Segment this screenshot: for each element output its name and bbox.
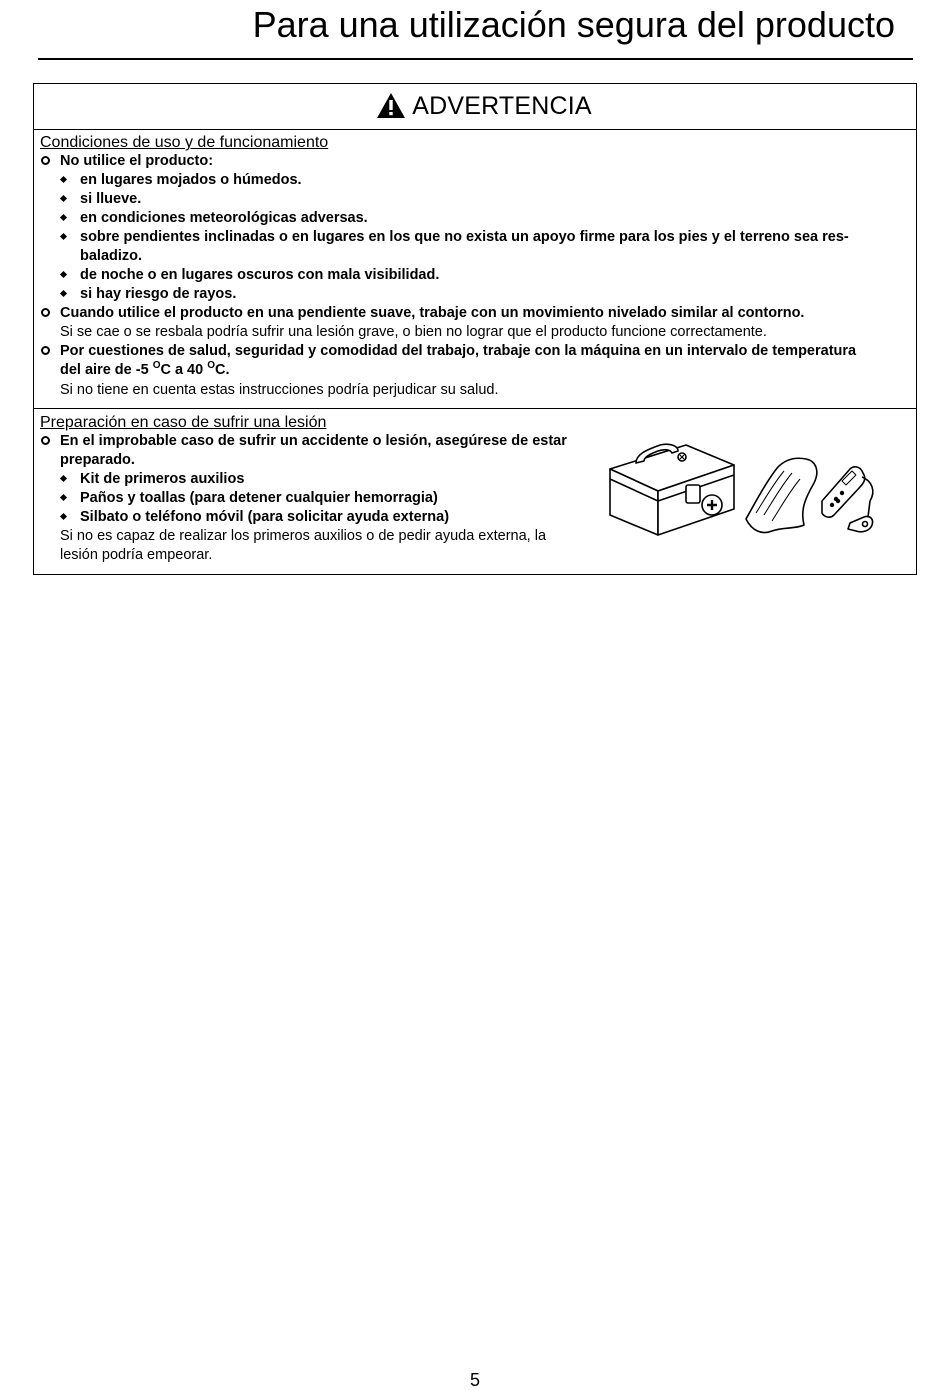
page-number: 5	[469, 1370, 480, 1390]
sub-list-item	[40, 508, 600, 527]
section-heading: Condiciones de uso y de funcionamiento	[40, 134, 329, 151]
first-aid-kit-icon	[610, 444, 734, 535]
list-item-continuation	[40, 451, 600, 470]
diamond-bullet-icon	[60, 290, 67, 297]
sub-list-item	[40, 209, 910, 228]
list-item	[40, 304, 910, 323]
item-text: de noche o en lugares oscuros con mala visibilidad.	[80, 267, 440, 283]
sub-list-item	[40, 190, 910, 209]
item-text: Kit de primeros auxilios	[80, 471, 245, 487]
warning-box	[33, 83, 917, 575]
item-text: en condiciones meteorológicas adversas.	[80, 210, 368, 226]
diamond-bullet-icon	[60, 271, 67, 278]
diamond-bullet-icon	[60, 513, 67, 520]
mobile-phone-icon	[822, 467, 873, 517]
list-item	[40, 342, 910, 361]
diamond-bullet-icon	[60, 475, 67, 482]
item-text: en lugares mojados o húmedos.	[80, 172, 302, 188]
item-note: Si no es capaz de realizar los primeros auxilios o de pedir ayuda externa, la	[60, 528, 547, 544]
text-column	[40, 413, 600, 565]
circle-bullet-icon	[41, 346, 50, 355]
circle-bullet-icon	[41, 308, 50, 317]
circle-bullet-icon	[41, 156, 50, 165]
warning-label: ADVERTENCIA	[412, 92, 592, 120]
usage-conditions-section	[34, 130, 916, 409]
item-note: Si se cae o se resbala podría sufrir una lesión grave, o bien no lograr que el producto funcione correctamente.	[60, 324, 767, 340]
sub-list-item	[40, 489, 600, 508]
whistle-icon	[848, 501, 873, 532]
sub-list-item	[40, 470, 600, 489]
sub-list-item	[40, 228, 910, 247]
item-text: si hay riesgo de rayos.	[80, 286, 237, 302]
diamond-bullet-icon	[60, 176, 67, 183]
diamond-bullet-icon	[60, 214, 67, 221]
first-aid-illustration	[606, 431, 886, 543]
item-text: Silbato o teléfono móvil (para solicitar ayuda externa)	[80, 509, 450, 525]
item-note: lesión podría empeorar.	[60, 547, 213, 563]
towel-icon	[746, 458, 817, 532]
item-text: del aire de -5	[60, 362, 153, 378]
warning-triangle-icon	[376, 92, 406, 119]
page-title: Para una utilización segura del producto	[252, 4, 895, 45]
item-text: Paños y toallas (para detener cualquier hemorragia)	[80, 490, 438, 506]
list-item	[40, 152, 910, 171]
diamond-bullet-icon	[60, 494, 67, 501]
item-note: Si no tiene en cuenta estas instrucciones podría perjudicar su salud.	[60, 382, 499, 398]
warning-header	[34, 84, 916, 130]
item-text: sobre pendientes inclinadas o en lugares en los que no exista un apoyo firme para los pies y el terreno sea res-	[80, 229, 849, 245]
item-text: No utilice el producto:	[60, 153, 214, 169]
diamond-bullet-icon	[60, 233, 67, 240]
item-text: preparado.	[60, 452, 135, 468]
item-text: Cuando utilice el producto en una pendiente suave, trabaje con un movimiento nivelado similar al contorno.	[60, 305, 805, 321]
item-text: si llueve.	[80, 191, 142, 207]
list-item	[40, 432, 600, 451]
item-text: baladizo.	[80, 248, 143, 264]
injury-preparation-section	[34, 409, 916, 574]
degree-superscript: O	[152, 360, 161, 371]
sub-list-item	[40, 266, 910, 285]
item-text: Por cuestiones de salud, seguridad y comodidad del trabajo, trabaje con la máquina en un intervalo de temperatura	[60, 343, 857, 359]
item-text: En el improbable caso de sufrir un accidente o lesión, asegúrese de estar	[60, 433, 567, 449]
sub-list-item	[40, 171, 910, 190]
sub-list-item-continuation	[40, 247, 910, 266]
diamond-bullet-icon	[60, 195, 67, 202]
section-heading: Preparación en caso de sufrir una lesión	[40, 414, 327, 431]
list-item-continuation	[40, 361, 910, 381]
item-text: C a 40	[160, 362, 208, 378]
degree-superscript: O	[207, 360, 215, 371]
circle-bullet-icon	[41, 436, 50, 445]
title-divider	[38, 58, 913, 60]
sub-list-item	[40, 285, 910, 304]
item-text: C.	[215, 362, 230, 378]
